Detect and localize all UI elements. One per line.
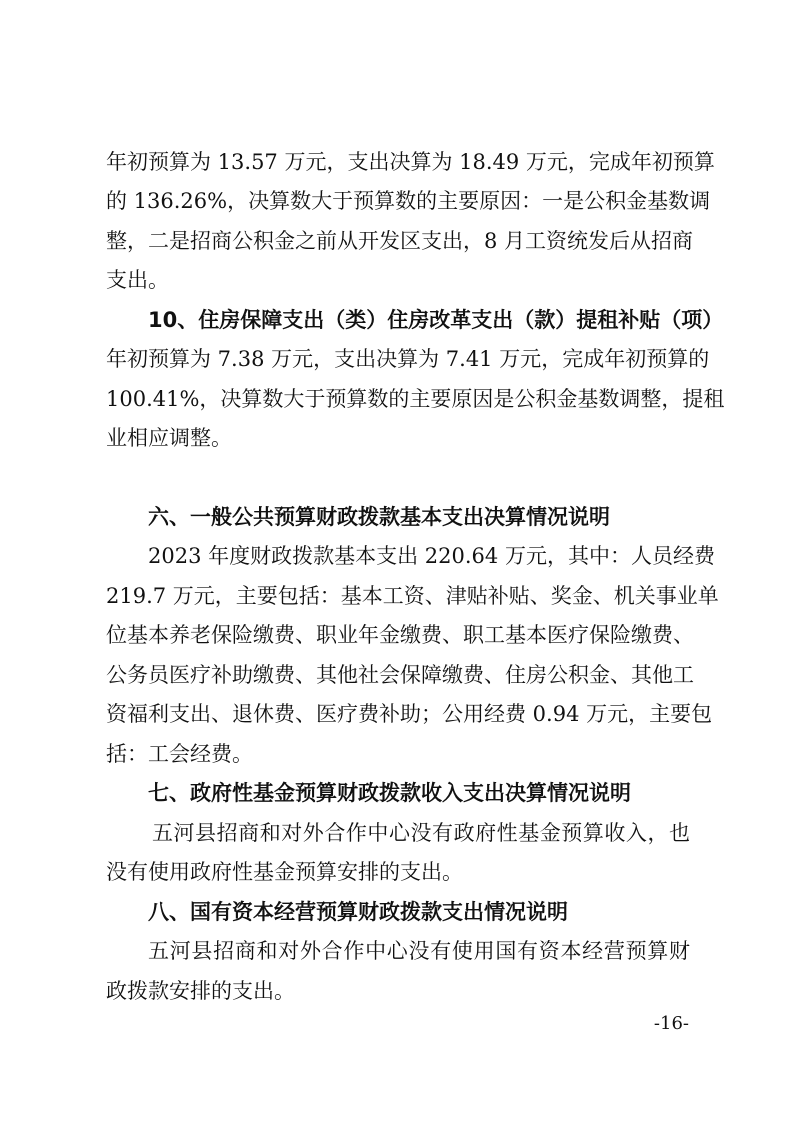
paragraph-line: 政拨款安排的支出。 bbox=[106, 979, 295, 1003]
paragraph-line: 的 136.26%，决算数大于预算数的主要原因：一是公积金基数调 bbox=[106, 189, 711, 213]
paragraph-line: 100.41%，决算数大于预算数的主要原因是公积金基数调整，提租 bbox=[106, 387, 725, 411]
section-heading-10: 10、住房保障支出（类）住房改革支出（款）提租补贴（项） bbox=[148, 308, 724, 332]
paragraph-line: 整，二是招商公积金之前从开发区支出，8 月工资统发后从招商 bbox=[106, 229, 694, 253]
paragraph-line: 没有使用政府性基金预算安排的支出。 bbox=[106, 860, 463, 884]
paragraph-line: 括：工会经费。 bbox=[106, 742, 253, 766]
paragraph-line: 资福利支出、退休费、医疗费补助；公用经费 0.94 万元，主要包 bbox=[106, 702, 713, 726]
section-heading-8: 八、国有资本经营预算财政拨款支出情况说明 bbox=[148, 900, 568, 924]
paragraph-line: 公务员医疗补助缴费、其他社会保障缴费、住房公积金、其他工 bbox=[106, 663, 694, 687]
paragraph-line: 五河县招商和对外合作中心没有使用国有资本经营预算财 bbox=[148, 939, 690, 963]
page-number: -16- bbox=[653, 1013, 689, 1034]
paragraph-line: 219.7 万元，主要包括：基本工资、津贴补贴、奖金、机关事业单 bbox=[106, 584, 719, 608]
paragraph-line: 位基本养老保险缴费、职业年金缴费、职工基本医疗保险缴费、 bbox=[106, 623, 694, 647]
paragraph-line: 五河县招商和对外合作中心没有政府性基金预算收入，也 bbox=[152, 821, 690, 845]
paragraph-line: 年初预算为 7.38 万元，支出决算为 7.41 万元，完成年初预算的 bbox=[106, 347, 710, 371]
paragraph-line: 业相应调整。 bbox=[106, 426, 232, 450]
paragraph-line: 年初预算为 13.57 万元，支出决算为 18.49 万元，完成年初预算 bbox=[106, 150, 715, 174]
section-heading-7: 七、政府性基金预算财政拨款收入支出决算情况说明 bbox=[148, 781, 631, 805]
paragraph-line: 支出。 bbox=[106, 268, 169, 292]
section-heading-6: 六、一般公共预算财政拨款基本支出决算情况说明 bbox=[148, 505, 610, 529]
paragraph-line: 2023 年度财政拨款基本支出 220.64 万元，其中：人员经费 bbox=[148, 544, 715, 568]
